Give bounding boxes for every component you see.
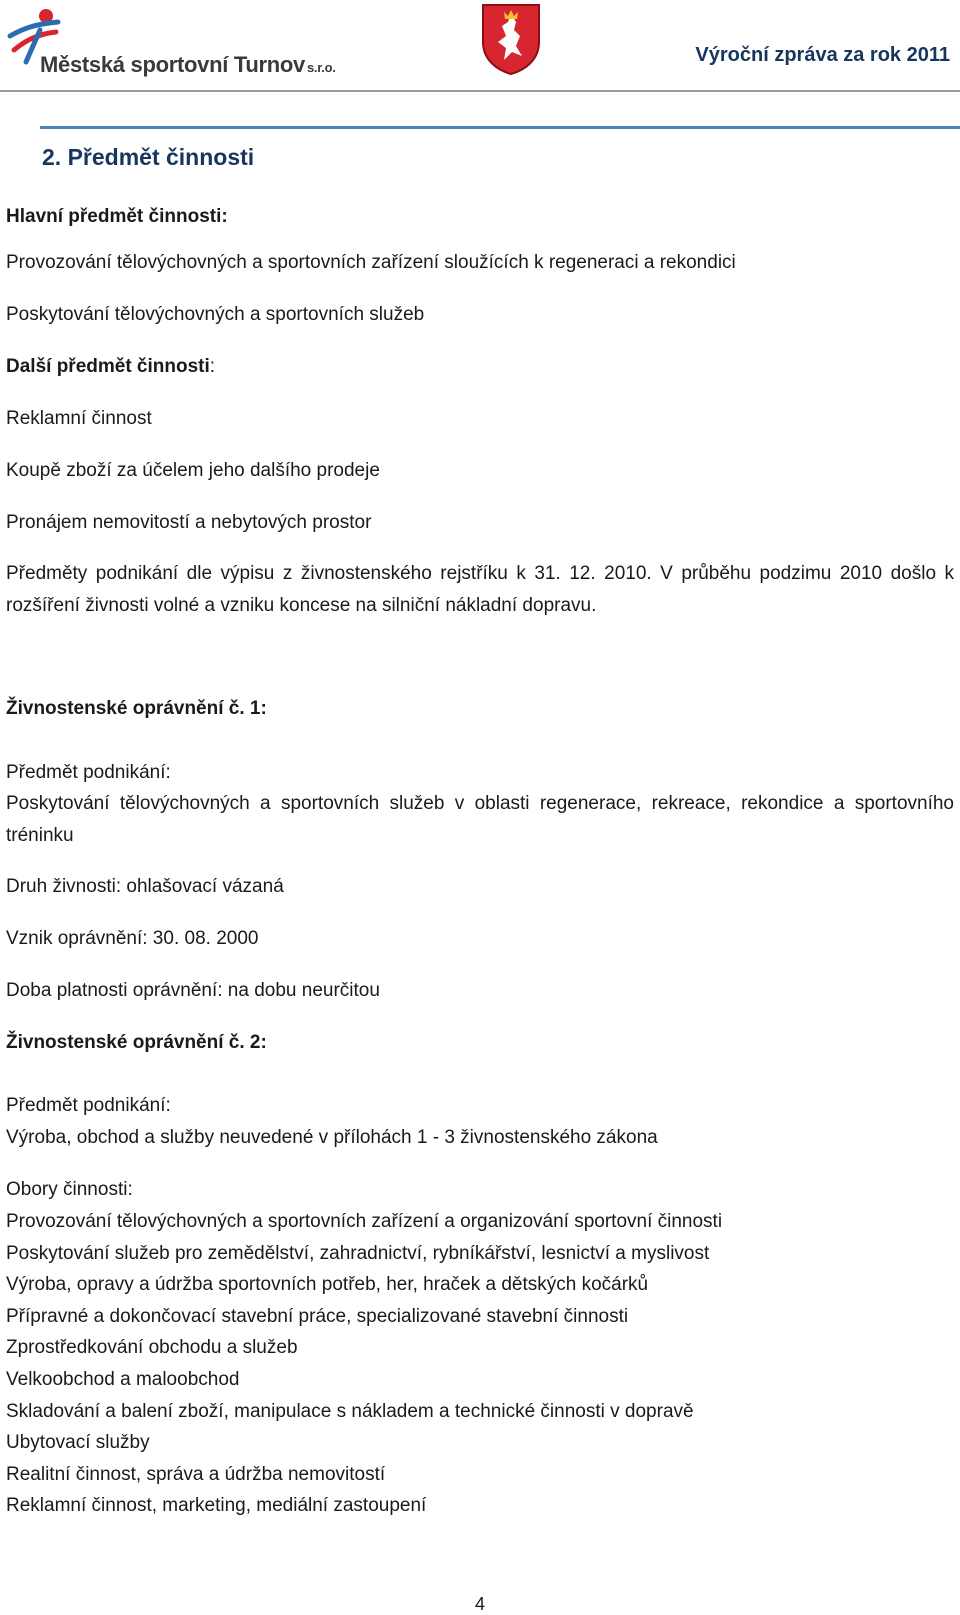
page-header xyxy=(0,0,960,92)
list-item: Skladování a balení zboží, manipulace s nákladem a technické činnosti v dopravě xyxy=(6,1400,694,1422)
main-activity-item: Poskytování tělovýchovných a sportovních služeb xyxy=(6,304,425,325)
logo-suffix: s.r.o. xyxy=(307,60,336,75)
license1-origin: Vznik oprávnění: 30. 08. 2000 xyxy=(6,928,259,949)
license2-subject-text: Výroba, obchod a služby neuvedené v přílohách 1 - 3 živnostenského zákona xyxy=(6,1127,658,1148)
license2-subject-label: Předmět podnikání: xyxy=(6,1095,171,1116)
list-item: Ubytovací služby xyxy=(6,1432,150,1454)
section-divider xyxy=(40,126,960,129)
other-activity-item: Reklamní činnost xyxy=(6,408,152,429)
other-activity-item: Pronájem nemovitostí a nebytových prostor xyxy=(6,512,372,533)
other-activity-heading xyxy=(6,355,215,379)
list-item: Realitní činnost, správa a údržba nemovitostí xyxy=(6,1463,386,1485)
license2-fields-label: Obory činnosti: xyxy=(6,1179,133,1200)
logo-wordmark xyxy=(40,52,336,78)
license1-type: Druh živnosti: ohlašovací vázaná xyxy=(6,876,284,897)
license1-validity: Doba platnosti oprávnění: na dobu neurčitou xyxy=(6,980,380,1001)
logo-name: Městská sportovní Turnov xyxy=(40,52,305,77)
report-title: Výroční zpráva za rok 2011 xyxy=(695,44,950,66)
list-item: Poskytování služeb pro zemědělství, zahradnictví, rybníkářství, lesnictví a myslivost xyxy=(6,1242,710,1264)
other-activity-heading-text: Další předmět činnosti xyxy=(6,356,210,377)
list-item: Reklamní činnost, marketing, mediální zastoupení xyxy=(6,1495,427,1517)
list-item: Výroba, opravy a údržba sportovních potřeb, her, hraček a dětských kočárků xyxy=(6,1274,649,1296)
czech-lion-coat-of-arms-icon xyxy=(480,2,542,76)
section-title: 2. Předmět činnosti xyxy=(42,144,255,170)
list-item: Zprostředkování obchodu a služeb xyxy=(6,1337,298,1359)
license1-heading: Živnostenské oprávnění č. 1: xyxy=(6,698,267,719)
list-item: Velkoobchod a maloobchod xyxy=(6,1368,240,1390)
main-activity-heading: Hlavní předmět činnosti: xyxy=(6,206,228,227)
license2-heading: Živnostenské oprávnění č. 2: xyxy=(6,1032,267,1053)
register-paragraph: Předměty podnikání dle výpisu z živnostenského rejstříku k 31. 12. 2010. V průběhu podzimu 2010 došlo k rozšíření živnosti volné a vzniku koncese na silniční nákladní dopravu. xyxy=(6,563,954,616)
license2-fields-list xyxy=(6,1206,722,1522)
page-number: 4 xyxy=(474,1594,485,1614)
header-divider xyxy=(0,90,960,92)
license1-subject-text: Poskytování tělovýchovných a sportovních služeb v oblasti regenerace, rekreace, rekondice a sportovního tréninku xyxy=(6,793,954,846)
license1-subject-label: Předmět podnikání: xyxy=(6,762,171,783)
other-activity-item: Koupě zboží za účelem jeho dalšího prodeje xyxy=(6,460,380,481)
list-item: Přípravné a dokončovací stavební práce, specializované stavební činnosti xyxy=(6,1305,629,1327)
company-logo xyxy=(6,6,396,86)
list-item: Provozování tělovýchovných a sportovních zařízení a organizování sportovní činnosti xyxy=(6,1211,723,1232)
other-activity-heading-colon: : xyxy=(209,356,216,377)
main-activity-item: Provozování tělovýchovných a sportovních zařízení sloužících k regeneraci a rekondici xyxy=(6,252,736,273)
